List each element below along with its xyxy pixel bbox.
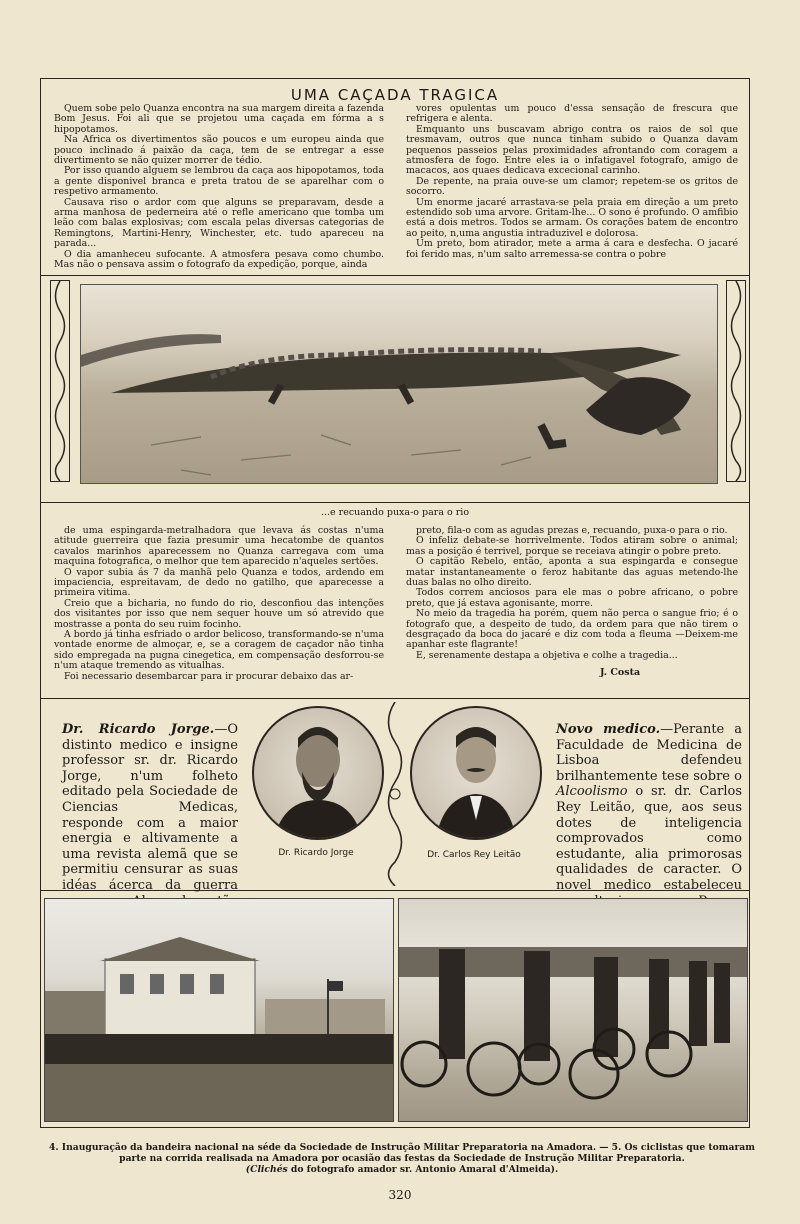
note-heading: Dr. Ricardo Jorge.: [62, 722, 215, 737]
note-text: —Perante a Faculdade de Medicina de Lisboa defendeu brilhantemente tese sobre o: [556, 722, 742, 784]
paragraph: O capitão Rebelo, então, aponta a sua espingarda e consegue matar instantaneamente o feroz habitante das aguas metendo-lhe duas balas no olho direito.: [406, 556, 738, 589]
article-column-right-bottom: [406, 526, 738, 661]
paragraph: Um preto, bom atirador, mete a arma á cara e desfecha. O jacaré foi ferido mas, n'um salto arremessa-se contra o pobre: [406, 238, 738, 260]
portrait-ricardo-jorge: [252, 706, 384, 840]
paragraph: Na Africa os divertimentos são poucos e um europeu ainda que pouco inclinado á paixão da caça, tem de se entregar a esse divertimento se não quizer morrer de tédio.: [54, 134, 384, 167]
paragraph: Um enorme jacaré arrastava-se pela praia em direção a um preto estendido sob uma arvore. Gritam-lhe... O sono é profundo. O amfibio está a dois metros. Todos se armam. Os corações batem de encontro ao peito, n,uma angustia intraduzivel e dolorosa.: [406, 196, 738, 239]
note-text: o sr. dr. Carlos Rey Leitão, que, aos seus dotes de inteligencia comprovados como estudante, alia primorosas qualidades de caracter. O novel medico estabeleceu: [556, 784, 742, 893]
paragraph: Causava riso o ardor com que alguns se preparavam, desde a arma manhosa de pederneira até o refle americano que tomba um leão com balas explosivas; com escala pelas diversas categorias de Remingtons, Martini-Henry, Winchester, etc. tudo apareceu na parada...: [54, 196, 384, 250]
paragraph: Todos correm anciosos para ele mas o pobre africano, o pobre preto, que já estava agonisante, morre.: [406, 587, 738, 609]
ornament-right: [726, 280, 746, 482]
note-novo-medico: [556, 722, 742, 925]
article-column-left-top: [54, 104, 384, 271]
crocodile-photo: [80, 284, 718, 484]
paragraph: Creio que a bicharia, no fundo do rio, desconfiou das intenções dos visitantes por isso que nem sequer houve um só atrevido que mostrasse a ponta do seu ruim focinho.: [54, 597, 384, 630]
paragraph: O dia amanheceu sufocante. A atmosfera pesava como chumbo. Mas não o pensava assim o fotografo da expedição, porque, ainda: [54, 248, 384, 271]
paragraph: preto, fila-o com as agudas prezas e, recuando, puxa-o para o rio.: [416, 525, 728, 536]
divider: [40, 698, 750, 699]
portrait-carlos-rey-leitao: [410, 706, 542, 840]
paragraph: O vapor subia ás 7 da manhã pelo Quanza e todos, ardendo em impaciencia, espreitavam, de dedo no gatilho, que aparecesse a primeira vitima.: [54, 566, 384, 599]
paragraph: A bordo já tinha esfriado o ardor belicoso, transformando-se n'uma vontade enorme de almoçar, e, se a coragem de caçador não tinha sido empregada na pugna cinegetica, em compensação desforrou-se n'um ataque tremendo as vitualhas.: [54, 629, 384, 672]
paragraph: Foi necessario desembarcar para ir procurar debaixo das ar-: [64, 670, 354, 682]
ornament-center: [382, 702, 408, 886]
paragraph: Emquanto uns buscavam abrigo contra os raios de sol que tresmavam, outros que nunca tinham subido o Quanza davam pequenos passeios pelas proximidades afrontando com coragem a atmosfera de fogo. Entre eles ia o infatigavel fotografo, amigo de macacos, aos quaes dedicava excecional carinho.: [406, 123, 738, 177]
flag-ceremony-photo: [44, 898, 394, 1122]
paragraph: de uma espingarda-metralhadora que levava ás costas n'uma atitude guerreira que fazia presumir uma hecatombe de quantos cavalos marinhos aparecessem no Quanza carregava com uma maquina fotografica, o melhor que tem aparecido n'aqueles sertões.: [54, 525, 384, 568]
portrait-label: Dr. Carlos Rey Leitão: [427, 850, 521, 860]
footer-line: parte na corrida realisada na Amadora por ocasião das festas da Sociedade de Instrução Militar Preparatoria.: [119, 1153, 685, 1164]
divider: [40, 502, 750, 503]
paragraph: De repente, na praia ouve-se um clamor; repetem-se os gritos de socorro.: [406, 175, 738, 198]
portrait-label: Dr. Ricardo Jorge: [278, 848, 354, 858]
article-column-right-top: [406, 104, 738, 260]
paragraph: No meio da tragedia ha porém, quem não perca o sangue frio; é o fotografo que, a despeito de tudo, da ordem para que não tirem o desgraçado da boca do jacaré e diz com toda a fleuma —Deixem-me apanhar este flagrante!: [406, 608, 738, 651]
page-number: 320: [388, 1188, 412, 1202]
paragraph: Quem sobe pelo Quanza encontra na sua margem direita a fazenda Bom Jesus. Foi ali que se projetou uma caçada em fórma a s hipopotamos.: [54, 103, 385, 135]
cyclists-photo: [398, 898, 748, 1122]
footer-line: do fotografo amador sr. Antonio Amaral d'Almeida).: [287, 1164, 559, 1175]
paragraph: O infeliz debate-se horrivelmente. Todos atiram sobre o animal; mas a posição é terrivel, porque se receiava atingir o pobre preto.: [406, 535, 738, 557]
article-title: UMA CAÇADA TRAGICA: [290, 86, 500, 104]
footer-credit: [42, 1164, 762, 1175]
paragraph: vores opulentas um pouco d'essa sensação de frescura que refrigera e alenta.: [406, 103, 738, 125]
note-text: —O distinto medico e insigne professor sr. dr. Ricardo Jorge, n'um folheto editado pela Sociedade de Ciencias Medicas, responde com a maior energia e altivamente a uma revista alemã que se permitiu censurar as suas idéas ácerca da guerra: [62, 722, 238, 893]
footer-emphasis: (Clichés: [245, 1164, 288, 1175]
author-signature: J. Costa: [600, 667, 641, 678]
paragraph: E, serenamente destapa a objetiva e colhe a tragedia...: [416, 649, 678, 661]
photo-caption: ...e recuando puxa-o para o rio: [320, 507, 470, 518]
footer-line: 4. Inauguração da bandeira nacional na séde da Sociedade de Instrução Militar Preparatoria na Amadora. — 5. Os ciclistas que tomaram: [49, 1142, 755, 1153]
note-heading: Novo medico.: [556, 722, 661, 737]
note-emphasis: Alcoolismo: [556, 784, 628, 800]
ornament-left: [50, 280, 70, 482]
paragraph: Por isso quando alguem se lembrou da caça aos hipopotamos, toda a gente disponivel branca e preta tratou de se aparelhar com o respetivo armamento.: [54, 165, 384, 198]
divider: [40, 275, 750, 276]
article-column-left-bottom: [54, 526, 384, 682]
footer-caption: [42, 1142, 762, 1175]
